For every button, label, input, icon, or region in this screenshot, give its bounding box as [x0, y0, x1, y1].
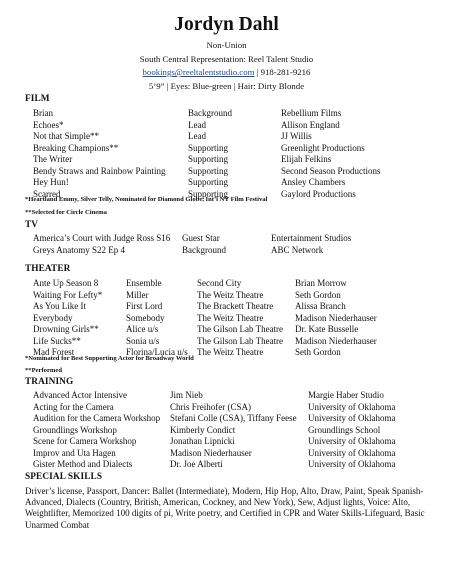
play-venue: Second City [197, 278, 242, 288]
play-role: First Lord [126, 301, 163, 311]
training-course: Improv and Uta Hagen [33, 447, 116, 458]
tv-title: America’s Court with Judge Ross S16 [33, 233, 171, 243]
film-title: Not that Simple** [33, 131, 99, 141]
email-link[interactable]: bookings@reeltalentstudio.com [142, 67, 255, 77]
film-company: Ansley Chambers [281, 177, 346, 187]
credit-row [0, 143, 453, 155]
film-role: Supporting [188, 177, 229, 187]
play-director: Dr. Kate Busselle [295, 324, 359, 334]
training-instructor: Madison Niederhauser [170, 447, 252, 458]
play-role: Miller [126, 289, 149, 300]
play-director: Madison Niederhauser [295, 335, 377, 346]
contact-line [0, 67, 453, 77]
training-instructor: Stefani Colle (CSA), Tiffany Feese [170, 413, 297, 423]
credit-row [0, 278, 453, 290]
credit-row [0, 131, 453, 143]
film-title: Breaking Champions** [33, 142, 119, 153]
training-instructor: Jim Nieb [170, 390, 203, 400]
play-director: Brian Morrow [295, 278, 347, 288]
section-heading-training: TRAINING [25, 377, 74, 387]
film-company: Allison England [281, 119, 340, 130]
film-credits [0, 108, 453, 200]
film-role: Supporting [188, 188, 229, 199]
tv-network: ABC Network [271, 244, 324, 255]
training-school: Groundlings School [308, 424, 381, 435]
credit-row [0, 166, 453, 178]
credit-row [0, 108, 453, 120]
credit-row [0, 324, 453, 336]
play-title: Everybody [33, 312, 73, 323]
section-heading-tv: TV [25, 220, 39, 230]
film-role: Supporting [188, 142, 229, 153]
physical-stats: 5’9” | Eyes: Blue-green | Hair: Dirty Blonde [148, 81, 305, 91]
tv-role: Background [182, 244, 226, 255]
film-title: Hey Hun! [33, 177, 69, 187]
play-venue: The Weitz Theatre [197, 289, 264, 300]
training-instructor: Dr. Joe Alberti [170, 459, 223, 469]
play-venue: The Weitz Theatre [197, 312, 264, 323]
training-list [0, 390, 453, 471]
play-venue: The Brackett Theatre [197, 301, 274, 311]
play-director: Alissa Branch [295, 301, 346, 311]
play-title: Waiting For Lefty* [33, 289, 103, 300]
training-course: Gister Method and Dialects [33, 459, 133, 469]
play-title: Drowning Girls** [33, 324, 99, 334]
play-title: Ante Up Season 8 [33, 278, 99, 288]
film-title: Echoes* [33, 119, 64, 130]
training-school: University of Oklahoma [308, 459, 396, 469]
skills-text: Driver’s license, Passport, Dancer: Ballet (Intermediate), Modern, Hip Hop, Alto, Draw, Paint, Speak Spanish-Advanced, Dialects (Country, British, American, Cockney, and New York), Sew, Adjust lights, Voice: Alto, Weightlifter, Memorized 100 digits of pi, Write poetry, and Certified in CPR and Water Skills-Lifeguard, Basic Unarmed Combat [25, 486, 425, 530]
theater-credits [0, 278, 453, 359]
section-heading-skills: SPECIAL SKILLS [25, 472, 103, 482]
credit-row [0, 154, 453, 166]
representation: South Central Representation: Reel Talent Studio [139, 54, 314, 64]
film-company: Greenlight Productions [281, 142, 365, 153]
tv-role: Guest Star [182, 233, 220, 243]
film-role: Background [188, 108, 232, 118]
play-title: As You Like It [33, 301, 87, 311]
actor-name: Jordyn Dahl [174, 14, 279, 35]
credit-row [0, 301, 453, 313]
training-school: University of Oklahoma [308, 436, 396, 446]
film-company: Elijah Felkins [281, 154, 332, 164]
tv-network: Entertainment Studios [271, 233, 352, 243]
training-row [0, 402, 453, 414]
training-row [0, 425, 453, 437]
play-director: Seth Gordon [295, 347, 341, 357]
training-school: University of Oklahoma [308, 401, 396, 412]
credit-row [0, 336, 453, 348]
section-heading-theater: THEATER [25, 264, 71, 274]
play-venue: The Gilson Lab Theatre [197, 324, 284, 334]
play-title: Mad Forest [33, 347, 75, 357]
credit-row [0, 290, 453, 302]
play-director: Madison Niederhauser [295, 312, 377, 323]
film-company: Rebellium Films [281, 108, 342, 118]
training-instructor: Chris Freihofer (CSA) [170, 401, 251, 412]
film-footnote-1: *Heartland Emmy, Silver Telly, Nominated for Diamond Globe, Int’l NY Film Festival [25, 196, 268, 203]
credit-row [0, 233, 453, 245]
film-company: JJ Willis [281, 131, 312, 141]
training-course: Scene for Camera Workshop [33, 436, 137, 446]
theater-footnote-1: *Nominated for Best Supporting Actor for Broadway World [25, 355, 194, 362]
training-course: Audition for the Camera Workshop [33, 413, 161, 423]
play-role: Somebody [126, 312, 165, 323]
play-venue: The Weitz Theatre [197, 347, 264, 357]
play-role: Sonia u/s [126, 335, 160, 346]
training-course: Advanced Actor Intensive [33, 390, 127, 400]
play-venue: The Gilson Lab Theatre [197, 335, 284, 346]
film-role: Supporting [188, 154, 229, 164]
credit-row [0, 313, 453, 325]
film-title: The Writer [33, 154, 73, 164]
training-school: University of Oklahoma [308, 447, 396, 458]
tv-title: Greys Anatomy S22 Ep 4 [33, 244, 125, 255]
section-heading-film: FILM [25, 94, 50, 104]
training-row [0, 413, 453, 425]
training-row [0, 448, 453, 460]
training-row [0, 390, 453, 402]
film-title: Bendy Straws and Rainbow Painting [33, 165, 166, 176]
training-course: Groundlings Workshop [33, 424, 117, 435]
film-role: Lead [188, 131, 206, 141]
phone: | 918-281-9216 [254, 67, 311, 77]
film-role: Lead [188, 119, 206, 130]
play-role: Alice u/s [126, 324, 159, 334]
play-role: Ensemble [126, 278, 162, 288]
training-instructor: Jonathan Lipnicki [170, 436, 235, 446]
film-company: Gaylord Productions [281, 188, 356, 199]
play-title: Life Sucks** [33, 335, 81, 346]
credit-row [0, 177, 453, 189]
film-role: Supporting [188, 165, 229, 176]
credit-row [0, 120, 453, 132]
training-course: Acting for the Camera [33, 401, 114, 412]
training-instructor: Kimberly Condict [170, 424, 236, 435]
film-title: Brian [33, 108, 53, 118]
training-row [0, 436, 453, 448]
tv-credits [0, 233, 453, 256]
play-role: Florina/Lucia u/s [126, 347, 188, 357]
training-school: Margie Haber Studio [308, 390, 384, 400]
film-title: Scarred [33, 188, 61, 199]
theater-footnote-2: **Performed [25, 367, 62, 374]
training-school: University of Oklahoma [308, 413, 396, 423]
credit-row [0, 245, 453, 257]
union-status: Non-Union [206, 40, 247, 50]
play-director: Seth Gordon [295, 289, 341, 300]
film-company: Second Season Productions [281, 165, 381, 176]
film-footnote-2: **Selected for Circle Cinema [25, 209, 107, 216]
training-row [0, 459, 453, 471]
